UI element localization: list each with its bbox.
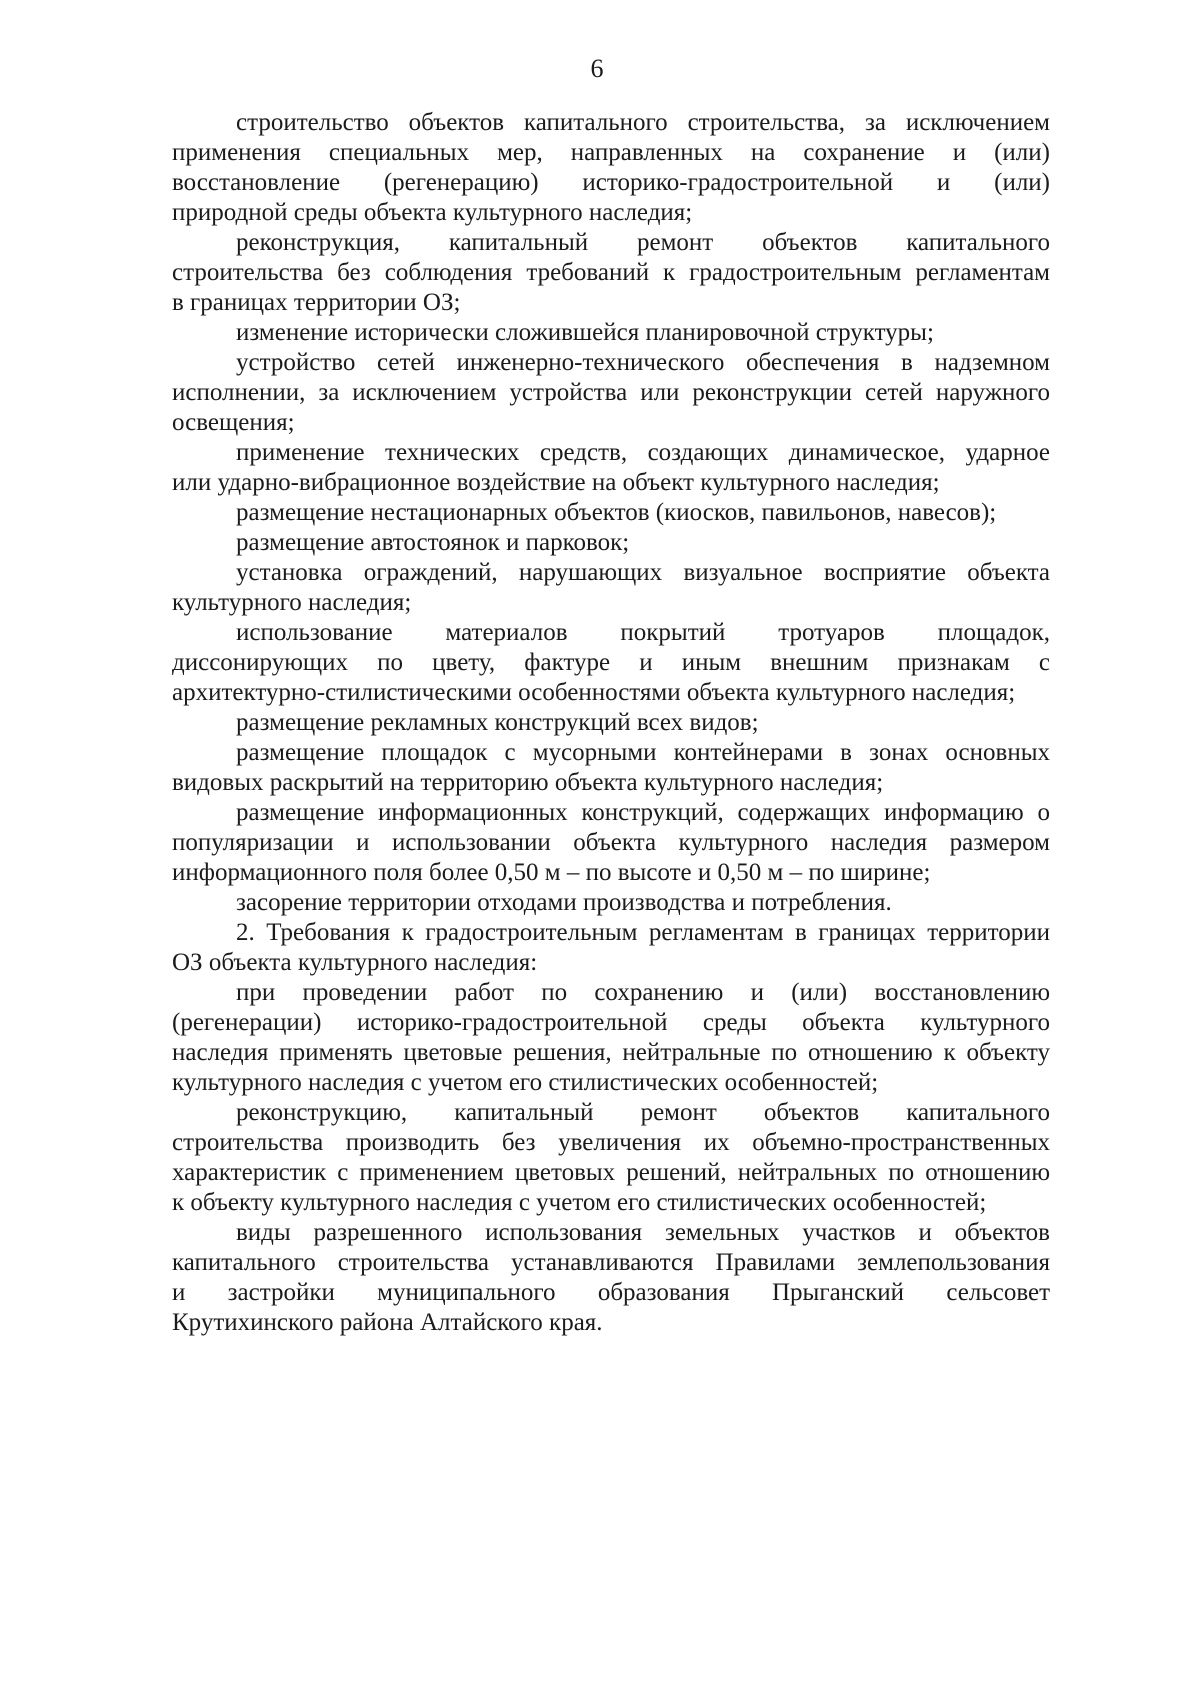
text-line: природной среды объекта культурного наследия; xyxy=(172,199,693,226)
text-line: к объекту культурного наследия с учетом его стилистических особенностей; xyxy=(172,1189,987,1216)
text-line: 2. Требования к градостроительным регламентам в границах территории xyxy=(236,919,1050,946)
paragraph xyxy=(172,708,1050,738)
text-line: использование материалов покрытий тротуаров площадок, xyxy=(236,619,1050,646)
text-line: применения специальных мер, направленных на сохранение и (или) xyxy=(172,139,1050,166)
text-line: и застройки муниципального образования Прыганский сельсовет xyxy=(172,1279,1050,1306)
text-line: изменение исторически сложившейся планировочной структуры; xyxy=(236,319,934,346)
text-line: диссонирующих по цвету, фактуре и иным внешним признакам с xyxy=(172,649,1050,676)
text-line: применение технических средств, создающих динамическое, ударное xyxy=(236,439,1050,466)
text-line: ОЗ объекта культурного наследия: xyxy=(172,949,538,976)
text-line: культурного наследия с учетом его стилистических особенностей; xyxy=(172,1069,879,1096)
text-line: реконструкция, капитальный ремонт объектов капитального xyxy=(236,229,1050,256)
text-line: размещение рекламных конструкций всех видов; xyxy=(236,709,759,736)
paragraph xyxy=(172,318,1050,348)
paragraph xyxy=(172,888,1050,918)
text-line: строительство объектов капитального строительства, за исключением xyxy=(236,109,1050,136)
text-line: строительства без соблюдения требований к градостроительным регламентам xyxy=(172,259,1050,286)
paragraph xyxy=(172,108,1050,228)
paragraph xyxy=(172,528,1050,558)
text-line: размещение площадок с мусорными контейнерами в зонах основных xyxy=(236,739,1050,766)
paragraph xyxy=(172,348,1050,438)
text-line: архитектурно-стилистическими особенностями объекта культурного наследия; xyxy=(172,679,1016,706)
paragraph xyxy=(172,438,1050,498)
section-heading-paragraph xyxy=(172,918,1050,978)
text-line: строительства производить без увеличения их объемно-пространственных xyxy=(172,1129,1050,1156)
text-line: засорение территории отходами производства и потребления. xyxy=(236,889,892,916)
text-line: в границах территории ОЗ; xyxy=(172,289,461,316)
paragraph xyxy=(172,1098,1050,1218)
paragraph xyxy=(172,1218,1050,1338)
text-line: виды разрешенного использования земельных участков и объектов xyxy=(236,1219,1050,1246)
paragraph xyxy=(172,228,1050,318)
text-line: (регенерации) историко-градостроительной среды объекта культурного xyxy=(172,1009,1050,1036)
text-line: популяризации и использовании объекта культурного наследия размером xyxy=(172,829,1050,856)
text-line: капитального строительства устанавливаются Правилами землепользования xyxy=(172,1249,1050,1276)
text-line: характеристик с применением цветовых решений, нейтральных по отношению xyxy=(172,1159,1050,1186)
text-line: реконструкцию, капитальный ремонт объектов капитального xyxy=(236,1099,1050,1126)
text-line: или ударно-вибрационное воздействие на объект культурного наследия; xyxy=(172,469,940,496)
text-line: наследия применять цветовые решения, нейтральные по отношению к объекту xyxy=(172,1039,1050,1066)
paragraph xyxy=(172,738,1050,798)
text-line: видовых раскрытий на территорию объекта культурного наследия; xyxy=(172,769,884,796)
paragraph xyxy=(172,498,1050,528)
text-line: восстановление (регенерацию) историко-градостроительной и (или) xyxy=(172,169,1050,196)
text-line: освещения; xyxy=(172,409,295,436)
paragraph xyxy=(172,978,1050,1098)
text-line: размещение автостоянок и парковок; xyxy=(236,529,630,556)
page-number: 6 xyxy=(590,54,604,83)
text-line: устройство сетей инженерно-технического обеспечения в надземном xyxy=(236,349,1050,376)
text-line: культурного наследия; xyxy=(172,589,412,616)
paragraph xyxy=(172,558,1050,618)
document-body xyxy=(172,108,1050,1338)
text-line: размещение нестационарных объектов (киосков, павильонов, навесов); xyxy=(236,499,997,526)
text-line: установка ограждений, нарушающих визуальное восприятие объекта xyxy=(236,559,1050,586)
paragraph xyxy=(172,618,1050,708)
paragraph xyxy=(172,798,1050,888)
text-line: исполнении, за исключением устройства или реконструкции сетей наружного xyxy=(172,379,1050,406)
text-line: размещение информационных конструкций, содержащих информацию о xyxy=(236,799,1050,826)
text-line: при проведении работ по сохранению и (или) восстановлению xyxy=(236,979,1050,1006)
text-line: информационного поля более 0,50 м – по высоте и 0,50 м – по ширине; xyxy=(172,859,931,886)
text-line: Крутихинского района Алтайского края. xyxy=(172,1309,603,1336)
